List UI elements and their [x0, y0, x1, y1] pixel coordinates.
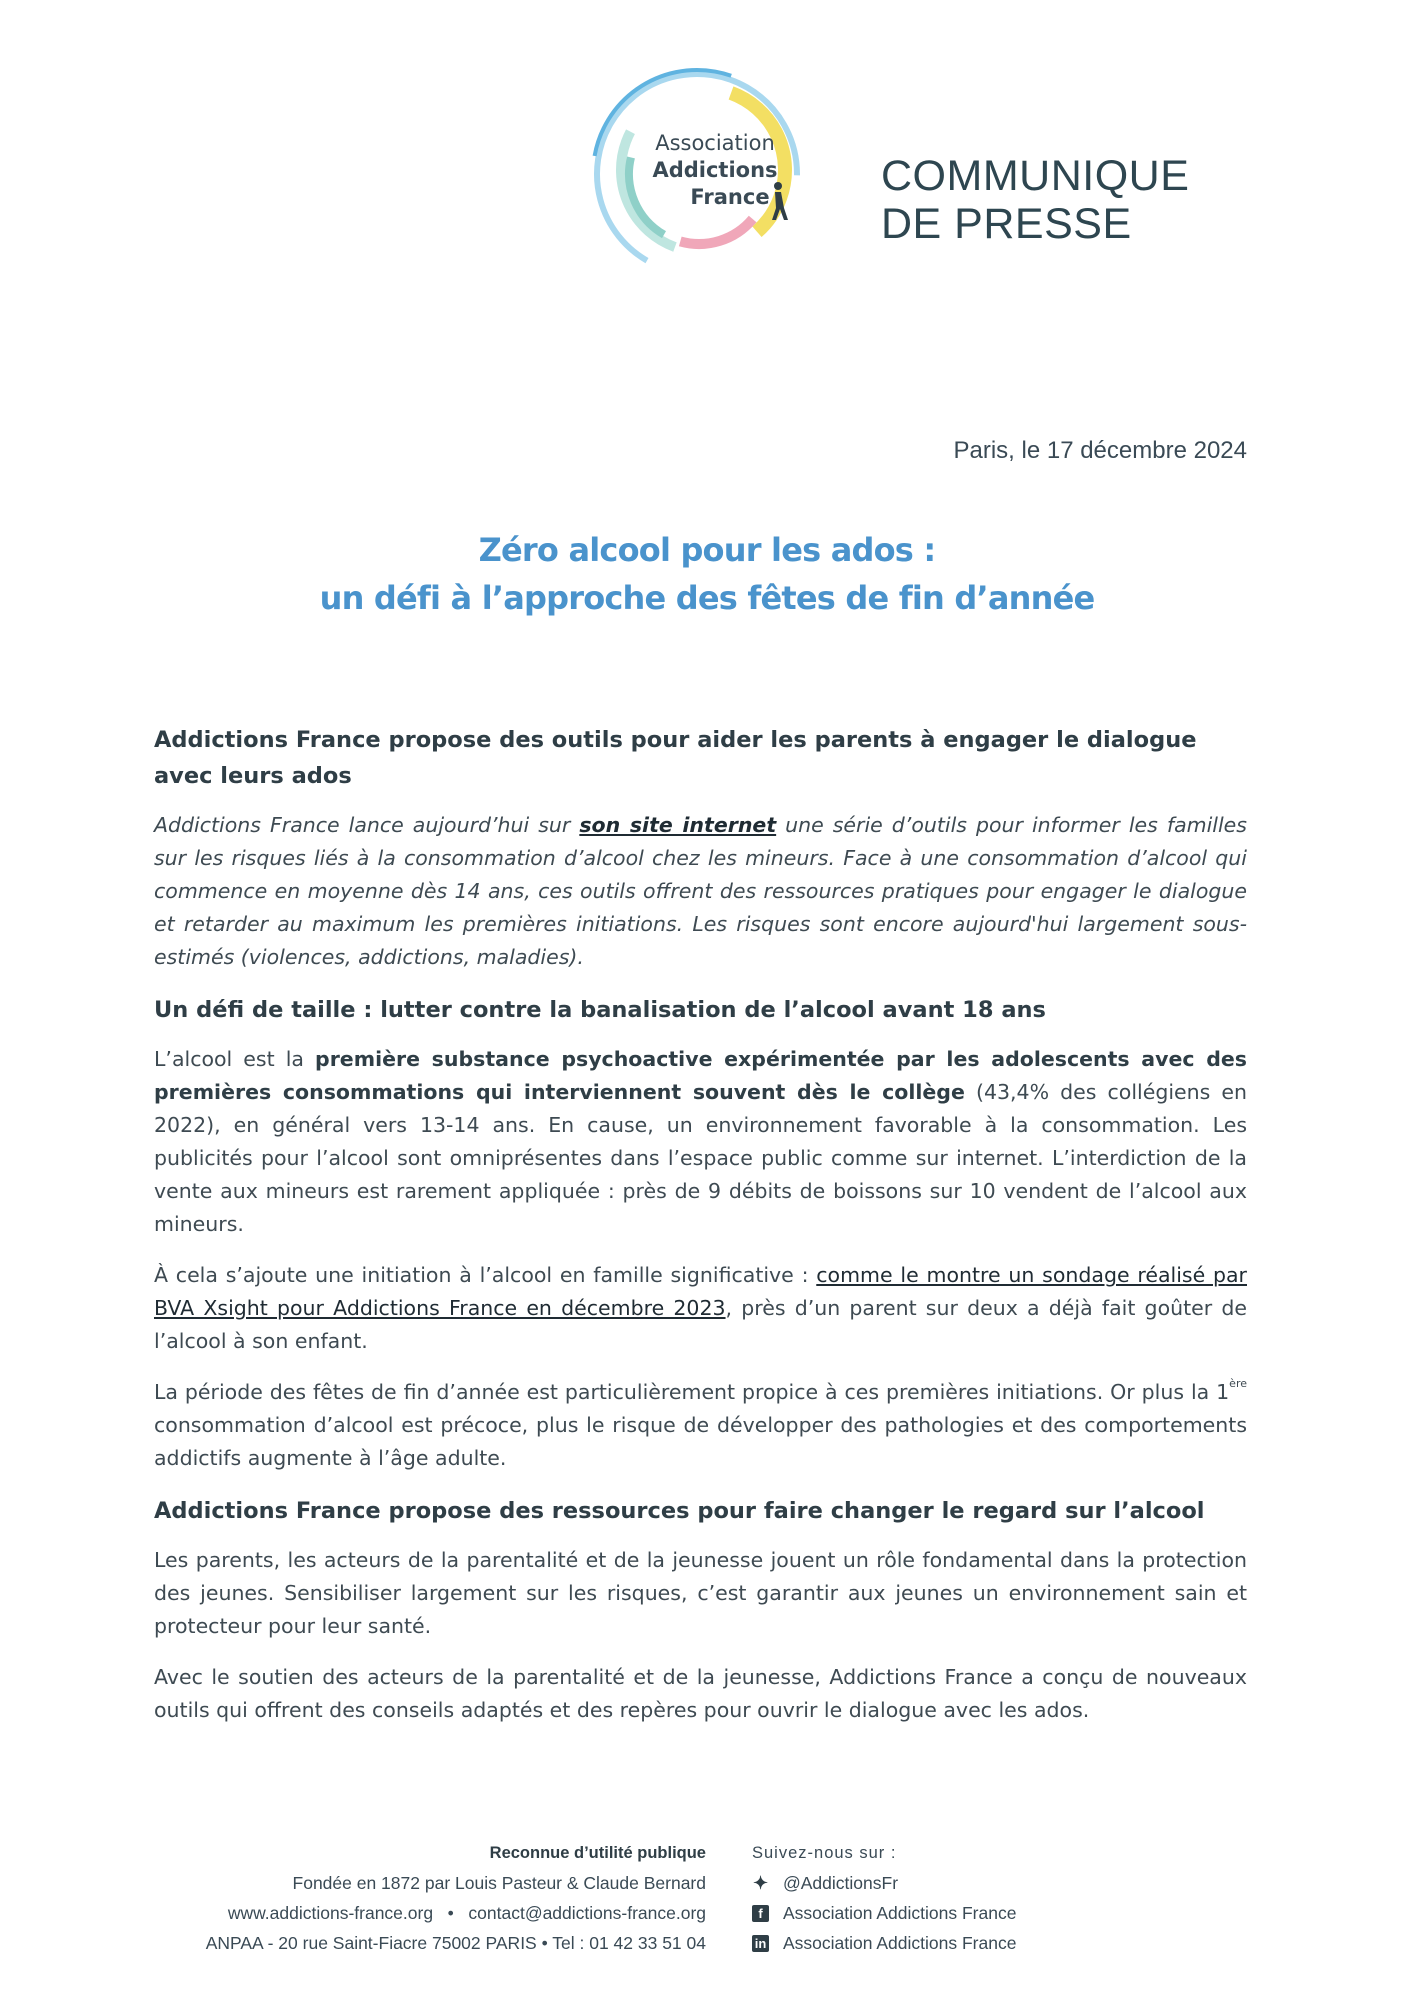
section1-heading: Addictions France propose des outils pour aider les parents à engager le dialogue avec leurs ados	[154, 727, 1197, 789]
footer-recognition: Reconnue d’utilité publique	[489, 1844, 706, 1862]
social-facebook[interactable]	[752, 1898, 1016, 1928]
section1-paragraph	[154, 809, 1247, 974]
survey-link[interactable]: comme le montre un sondage réalisé par BVA Xsight pour Addictions France en décembre 2023	[154, 1263, 1247, 1320]
page-title	[0, 526, 1414, 622]
social-linkedin[interactable]	[752, 1928, 1016, 1958]
section2-heading: Un défi de taille : lutter contre la banalisation de l’alcool avant 18 ans	[154, 997, 1046, 1023]
footer-founded: Fondée en 1872 par Louis Pasteur & Claude Bernard	[292, 1873, 706, 1893]
facebook-name[interactable]: Association Addictions France	[783, 1903, 1017, 1923]
section2-paragraph3	[154, 1376, 1247, 1475]
release-date: Paris, le 17 décembre 2024	[953, 437, 1247, 464]
footer-follow-label: Suivez-nous sur :	[752, 1844, 897, 1862]
article-body	[154, 722, 1247, 1745]
section2-p1-text-a: L’alcool est la	[154, 1047, 316, 1071]
communique-line1: COMMUNIQUE	[881, 152, 1190, 200]
logo-line-addictions: Addictions	[652, 158, 778, 182]
logo-line-association: Association	[655, 131, 775, 155]
logo-text	[645, 130, 785, 211]
section2-paragraph1	[154, 1043, 1247, 1241]
section2-paragraph2	[154, 1259, 1247, 1358]
association-logo	[585, 62, 810, 287]
press-release-header	[881, 152, 1189, 248]
twitter-handle[interactable]: @AddictionsFr	[783, 1873, 899, 1893]
footer-address: ANPAA - 20 rue Saint-Fiacre 75002 PARIS • Tel : 01 42 33 51 04	[205, 1933, 706, 1953]
facebook-icon: f	[752, 1905, 769, 1922]
section1-p1-text-b: une série d’outils pour informer les familles sur les risques liés à la consommation d’alcool chez les mineurs. Face à une consommation d’alcool qui commence en moyenne dès 14 ans, ces outils offrent des ressources pratiques pour engager le dialogue et retarder au maximum les premières initiations. Les risques sont encore aujourd'hui largement sous-estimés (violences, addictions, maladies).	[154, 813, 1247, 969]
title-line1: Zéro alcool pour les ados :	[478, 531, 936, 569]
section2-p2-text-a: À cela s’ajoute une initiation à l’alcool en famille significative :	[154, 1263, 817, 1287]
footer-email-link[interactable]: contact@addictions-france.org	[468, 1903, 706, 1923]
section2-p3-superscript: ère	[1229, 1377, 1247, 1390]
communique-line2: DE PRESSE	[881, 200, 1132, 248]
section2-p1-text-b: (43,4% des collégiens en 2022), en général vers 13-14 ans. En cause, un environnement favorable à la consommation. Les publicités pour l’alcool sont omniprésentes dans l’espace public comme sur internet. L’interdiction de la vente aux mineurs est rarement appliquée : près de 9 débits de boissons sur 10 vendent de l’alcool aux mineurs.	[154, 1080, 1247, 1236]
footer-web-row	[206, 1898, 706, 1928]
footer-contact	[206, 1838, 706, 1958]
section3-paragraph1: Les parents, les acteurs de la parentalité et de la jeunesse jouent un rôle fondamental dans la protection des jeunes. Sensibiliser largement sur les risques, c’est garantir aux jeunes un environnement sain et protecteur pour leur santé.	[154, 1548, 1247, 1638]
section2-p2-text-b: , près d’un parent sur deux a déjà fait goûter de l’alcool à son enfant.	[154, 1296, 1247, 1353]
linkedin-icon: in	[752, 1935, 769, 1952]
footer-social	[752, 1838, 1016, 1958]
twitter-bird-icon: ✦	[752, 1872, 769, 1893]
logo-line-france: France	[690, 185, 770, 209]
footer-website-link[interactable]: www.addictions-france.org	[227, 1903, 434, 1923]
section1-p1-text-a: Addictions France lance aujourd’hui sur	[154, 813, 580, 837]
section2-p3-text-b: consommation d’alcool est précoce, plus le risque de développer des pathologies et des comportements addictifs augmente à l’âge adulte.	[154, 1413, 1247, 1470]
linkedin-name[interactable]: Association Addictions France	[783, 1933, 1017, 1953]
footer-separator: •	[447, 1903, 454, 1923]
social-twitter[interactable]	[752, 1868, 1016, 1898]
section2-p3-text-a: La période des fêtes de fin d’année est particulièrement propice à ces premières initiations. Or plus la 1	[154, 1380, 1230, 1404]
website-link[interactable]: son site internet	[579, 813, 777, 837]
section2-p1-bold: première substance psychoactive expérimentée par les adolescents avec des premières consommations qui interviennent souvent dès le collège	[154, 1047, 1247, 1104]
section3-paragraph2: Avec le soutien des acteurs de la parentalité et de la jeunesse, Addictions France a conçu de nouveaux outils qui offrent des conseils adaptés et des repères pour ouvrir le dialogue avec les ados.	[154, 1665, 1247, 1722]
title-line2: un défi à l’approche des fêtes de fin d’année	[319, 579, 1095, 617]
section3-heading: Addictions France propose des ressources pour faire changer le regard sur l’alcool	[154, 1498, 1205, 1524]
